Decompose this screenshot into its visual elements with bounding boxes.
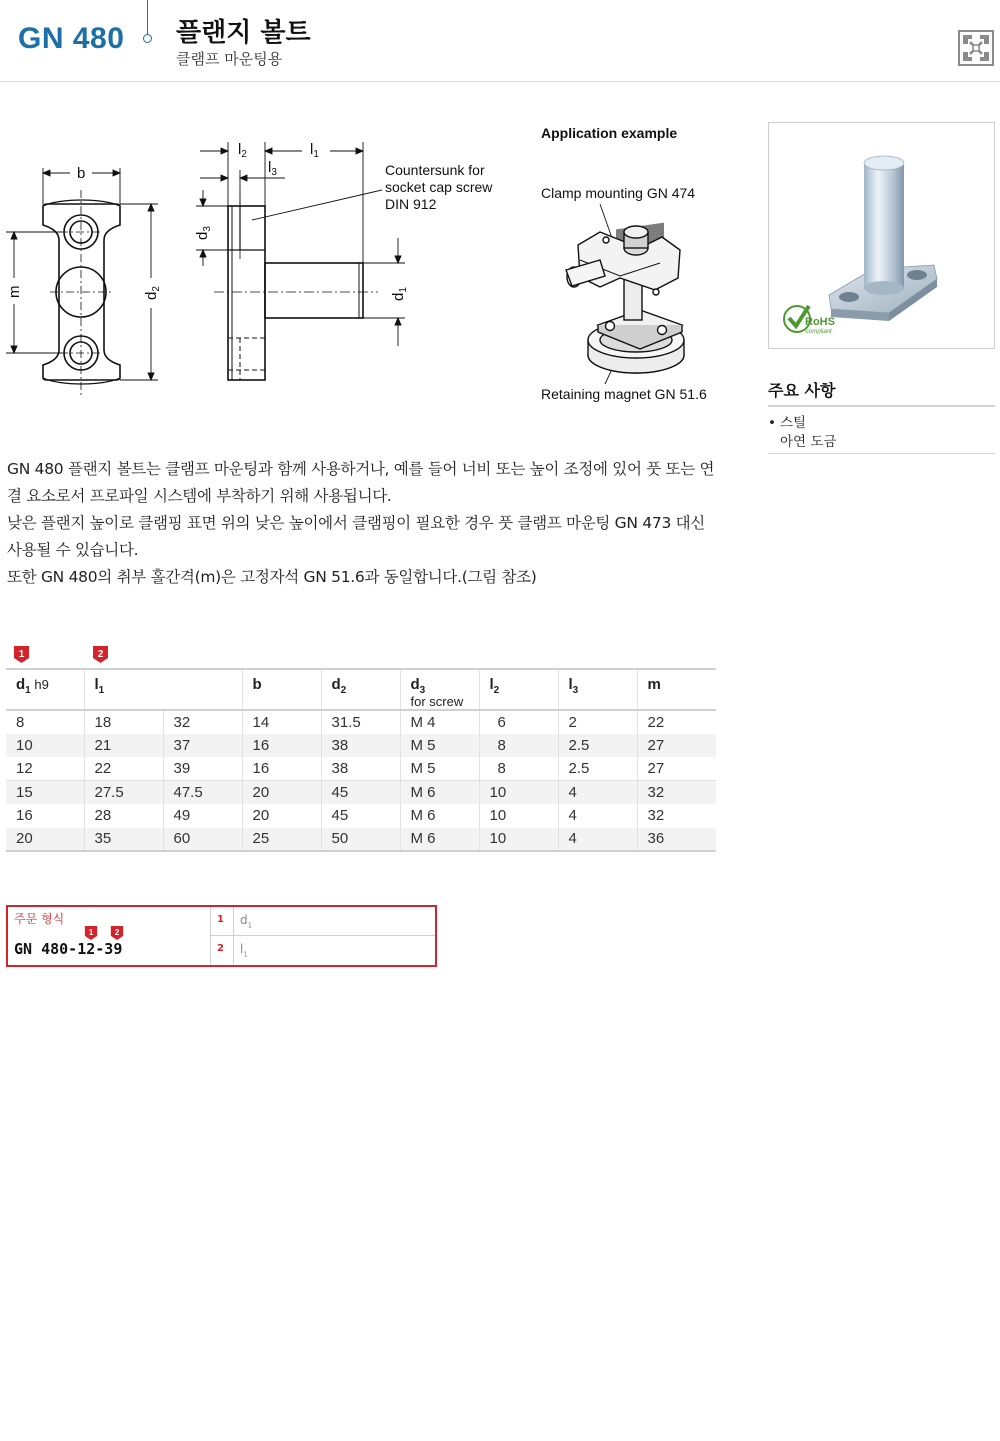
svg-text:1: 1	[18, 649, 25, 660]
table-row	[6, 734, 716, 758]
features-bullet: •	[768, 415, 776, 431]
cell-l3: 2	[558, 710, 637, 734]
cell-b: 14	[242, 710, 321, 734]
svg-text:1: 1	[88, 928, 94, 938]
dim-l3-label: $l_3$	[268, 159, 277, 178]
order-example-label: 주문 형식	[14, 912, 65, 926]
cell-d1: 15	[6, 781, 84, 805]
header-d2: $d_2$	[321, 669, 400, 710]
svg-text:2: 2	[114, 928, 120, 938]
cell-l1-min: 27.5	[84, 781, 163, 805]
product-code: GN 480	[18, 22, 125, 55]
order-row-value: $d_1$	[240, 913, 253, 930]
table-row	[6, 804, 716, 828]
svg-text:2: 2	[97, 649, 104, 660]
cell-l2: 10	[479, 804, 558, 828]
side-view	[214, 195, 378, 380]
cell-l2: 8	[479, 757, 558, 781]
cell-d3: M 6	[400, 828, 479, 852]
cell-d1: 10	[6, 734, 84, 758]
cell-d2: 50	[321, 828, 400, 852]
dim-b-label: b	[77, 165, 86, 182]
technical-drawing	[0, 120, 740, 420]
marker-1-icon	[13, 645, 30, 664]
cell-l1-max: 60	[163, 828, 242, 852]
description-line: 사용될 수 있습니다.	[7, 541, 139, 559]
cell-l1-max: 47.5	[163, 781, 242, 805]
cell-d3: M 5	[400, 757, 479, 781]
front-view	[43, 190, 120, 395]
rohs-badge-text: RoHS	[805, 316, 835, 328]
cell-l3: 2.5	[558, 734, 637, 758]
cell-m: 27	[647, 760, 665, 777]
header-l1: $l_1$	[84, 669, 242, 710]
cell-m: 22	[647, 713, 665, 731]
cell-b: 16	[242, 734, 321, 758]
features-bottom-rule	[768, 453, 995, 454]
cell-b: 25	[242, 828, 321, 852]
header-divider-line	[147, 0, 148, 34]
cell-l1-max: 37	[163, 734, 242, 758]
dim-l1-label: $l_1$	[310, 141, 319, 160]
header-b: b	[242, 669, 321, 710]
rohs-badge-subtext: compliant	[806, 329, 832, 335]
cell-l1-min: 18	[84, 710, 163, 734]
header-divider-dot	[143, 34, 152, 43]
cell-d2: 31.5	[321, 710, 400, 734]
cell-l1-min: 21	[84, 734, 163, 758]
marker-2-icon	[92, 645, 109, 664]
cell-l3: 4	[558, 828, 637, 852]
order-row-divider	[233, 936, 234, 965]
note-line-2: socket cap screw	[385, 179, 493, 195]
description-line: 또한 GN 480의 취부 홀간격(m)은 고정자석 GN 51.6과 동일합니다.(그림 참조)	[7, 568, 537, 586]
cell-l1-min: 35	[84, 828, 163, 852]
cell-d1: 12	[6, 757, 84, 781]
dimension-l	[200, 142, 363, 263]
profile-system-icon	[958, 30, 994, 66]
order-row-l1	[211, 936, 435, 965]
description-line: 결 요소로서 프로파일 시스템에 부착하기 위해 사용됩니다.	[7, 487, 392, 505]
header-l3: $l_3$	[558, 669, 637, 710]
dim-d1-label: $d_1$	[390, 287, 409, 301]
note-leader-line	[252, 190, 382, 220]
cell-b: 20	[242, 781, 321, 805]
cell-l3: 4	[558, 804, 637, 828]
order-row-number: 1	[217, 914, 224, 925]
order-row-number: 2	[217, 943, 224, 954]
table-row	[6, 757, 716, 781]
cell-d1: 16	[6, 804, 84, 828]
dimension-table	[6, 668, 716, 852]
description-line: 낮은 플랜지 높이로 클램핑 표면 위의 낮은 높이에서 클램핑이 필요한 경우 풋 클램프 마운팅 GN 473 대신	[7, 514, 705, 532]
description-line: GN 480 플랜지 볼트는 클램프 마운팅과 함께 사용하거나, 예를 들어 너비 또는 높이 조정에 있어 풋 또는 연	[7, 460, 715, 478]
retaining-magnet-label: Retaining magnet GN 51.6	[541, 386, 707, 402]
order-marker-2-icon	[110, 925, 124, 941]
product-photo	[768, 122, 995, 349]
cell-l1-min: 28	[84, 804, 163, 828]
dim-d2-label: $d_2$	[143, 286, 162, 300]
cell-d1: 8	[6, 710, 84, 734]
cell-d2: 45	[321, 804, 400, 828]
table-row	[6, 828, 716, 852]
order-example-box	[6, 905, 437, 967]
features-divider	[768, 405, 995, 407]
cell-d3: M 4	[400, 710, 479, 734]
order-row-divider	[233, 907, 234, 935]
cell-l3: 4	[558, 781, 637, 805]
note-line-1: Countersunk for	[385, 162, 485, 178]
page-header	[0, 0, 1000, 82]
header-l2: $l_2$	[479, 669, 558, 710]
note-line-3: DIN 912	[385, 196, 437, 212]
header-m: m	[637, 669, 716, 710]
table-row	[6, 710, 716, 734]
cell-l2: 10	[479, 828, 558, 852]
clamp-mounting-label: Clamp mounting GN 474	[541, 185, 696, 201]
cell-l3: 2.5	[558, 757, 637, 781]
cell-m: 27	[637, 734, 716, 758]
cell-b: 16	[242, 757, 321, 781]
feature-finish: 아연 도금	[780, 434, 837, 450]
order-row-value: $l_1$	[240, 942, 248, 959]
cell-l1-min: 22	[84, 757, 163, 781]
header-d3: $d_3$ for screw	[400, 669, 479, 710]
dim-d3-label: $d_3$	[194, 226, 213, 240]
order-row-d1	[211, 907, 435, 936]
cell-l1-max: 49	[163, 804, 242, 828]
cell-m: 36	[637, 828, 716, 852]
order-code: GN 480-12-39	[14, 940, 123, 958]
rohs-badge	[784, 306, 835, 335]
cell-l1-max: 39	[163, 757, 242, 781]
cell-m: 32	[637, 781, 716, 805]
application-title: Application example	[541, 125, 678, 141]
product-description	[7, 456, 727, 591]
cell-b: 20	[242, 804, 321, 828]
page-subtitle: 클램프 마운팅용	[176, 50, 283, 68]
dim-m-label: m	[6, 285, 23, 298]
cell-d3: M 6	[400, 781, 479, 805]
order-marker-1-icon	[84, 925, 98, 941]
product-render	[769, 123, 994, 348]
application-illustration	[566, 204, 684, 384]
table-row	[6, 781, 716, 805]
cell-l2: 8	[479, 734, 558, 758]
cell-m: 32	[647, 807, 665, 825]
cell-l1-max: 32	[163, 710, 242, 734]
cell-d2: 38	[321, 734, 400, 758]
cell-d3: M 5	[400, 734, 479, 758]
dim-l2-label: $l_2$	[238, 141, 247, 160]
header-d1: $d_1$ h9	[6, 669, 84, 710]
cell-d1: 20	[6, 828, 84, 852]
feature-material: 스틸	[780, 415, 807, 431]
cell-d2: 45	[321, 781, 400, 805]
cell-d3: M 6	[400, 804, 479, 828]
cell-l2: 10	[479, 781, 558, 805]
page-title: 플랜지 볼트	[176, 18, 311, 48]
features-title: 주요 사항	[768, 381, 836, 400]
table-header-row	[6, 669, 716, 710]
cell-d2: 38	[321, 757, 400, 781]
cell-l2: 6	[479, 710, 558, 734]
